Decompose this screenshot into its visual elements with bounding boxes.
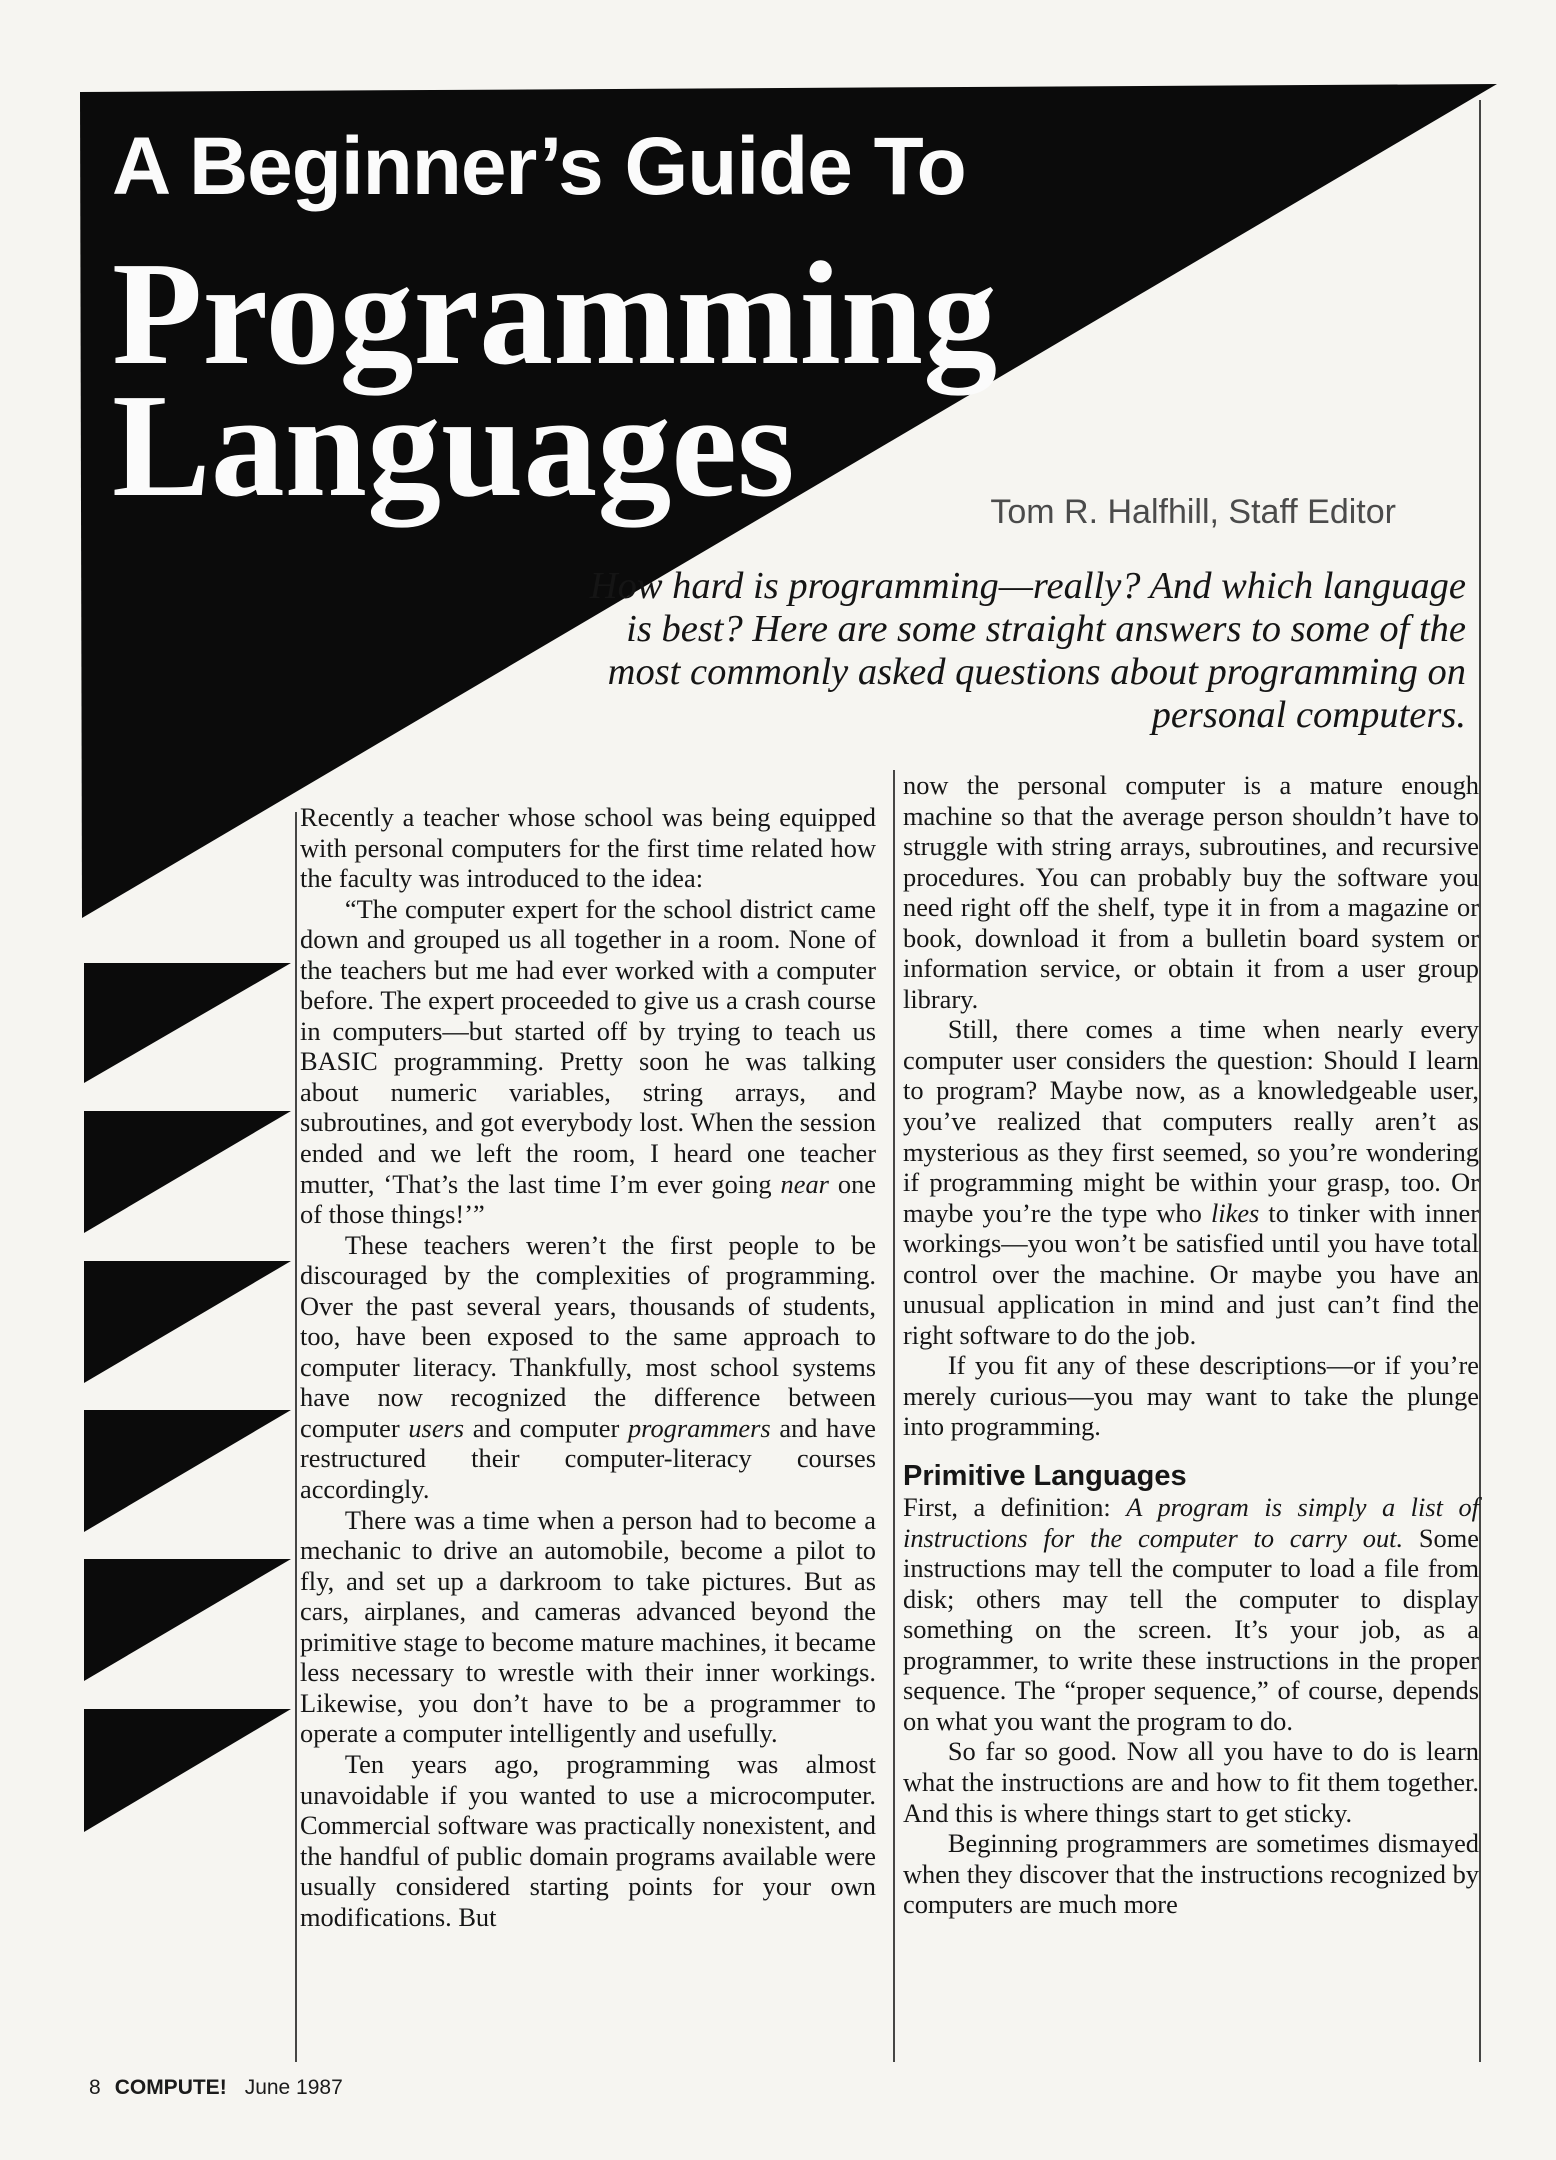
paragraph: Recently a teacher whose school was being equipped with personal computers for the first time related how the faculty was introduced to the idea: bbox=[300, 802, 876, 894]
title-line-programming: Programming bbox=[112, 232, 998, 396]
page-number: 8 bbox=[89, 2076, 101, 2099]
page-footer bbox=[89, 2076, 343, 2100]
side-wedge-1 bbox=[84, 963, 291, 1083]
side-wedge-2 bbox=[84, 1111, 291, 1233]
paragraph: “The computer expert for the school district came down and grouped us all together in a room. None of the teachers but me had ever worked with a computer before. The expert proceeded to give us a crash course in computers—but started off by trying to teach us BASIC programming. Pretty soon he was talking about numeric variables, string arrays, and subroutines, and got everybody lost. When the session ended and we left the room, I heard one teacher mutter, ‘That’s the last time I’m ever going near one of those things!’” bbox=[300, 893, 877, 1230]
paragraph: These teachers weren’t the first people to be discouraged by the complexities of programming. Over the past several years, thousands of students, too, have been exposed to the same approach to computer literacy. Thankfully, most school systems have now recognized the difference between computer users and computer programmers and have restructured their computer-literacy courses accordingly. bbox=[300, 1229, 876, 1505]
paragraph: Still, there comes a time when nearly every computer user considers the question: Should I learn to program? Maybe now, as a knowledgeable user, you’ve realized that computers really aren’t as mysterious as they first seemed, so you’re wondering if programming might be within your grasp, too. Or maybe you’re the type who likes to tinker with inner workings—you won’t be satisfied until you have total control over the machine. Or maybe you have an unusual application in mind and just can’t find the right software to do the job. bbox=[903, 1014, 1479, 1350]
author-byline: Tom R. Halfhill, Staff Editor bbox=[990, 493, 1396, 531]
side-wedge-6 bbox=[84, 1709, 291, 1832]
issue-date: June 1987 bbox=[244, 2076, 343, 2099]
article-column-left bbox=[300, 802, 876, 1932]
magazine-name: COMPUTE! bbox=[114, 2076, 227, 2099]
paragraph: Beginning programmers are sometimes dismayed when they discover that the instructions recognized by computers are much more bbox=[903, 1828, 1479, 1920]
paragraph: now the personal computer is a mature enough machine so that the average person shouldn’t have to struggle with string arrays, subroutines, and recursive procedures. You can probably buy the software you need right off the shelf, type it in from a magazine or book, download it from a bulletin board system or information service, or obtain it from a user group library. bbox=[903, 770, 1479, 1014]
side-wedge-3 bbox=[84, 1261, 291, 1383]
paragraph: First, a definition: A program is simply a list of instructions for the computer to carry out. Some instructions may tell the computer to load a file from disk; others may tell the computer to display something on the screen. It’s your job, as a programmer, to write these instructions in the proper sequence. The “proper sequence,” of course, depends on what you want the program to do. bbox=[903, 1492, 1480, 1736]
paragraph: If you fit any of these descriptions—or if you’re merely curious—you may want to take the plunge into programming. bbox=[903, 1350, 1479, 1442]
title-line-languages: Languages bbox=[112, 364, 795, 528]
article-column-right bbox=[903, 770, 1479, 1920]
side-wedge-4 bbox=[84, 1410, 291, 1532]
paragraph: There was a time when a person had to become a mechanic to drive an automobile, become a pilot to fly, and set up a darkroom to take pictures. But as cars, airplanes, and cameras advanced beyond the primitive stage to become mature machines, it became less necessary to wrestle with their inner workings. Likewise, you don’t have to be a programmer to operate a computer intelligently and usefully. bbox=[300, 1504, 876, 1749]
paragraph: Ten years ago, programming was almost unavoidable if you wanted to use a microcomputer. Commercial software was practically nonexistent, and the handful of public domain programs available were usually considered starting points for your own modifications. But bbox=[300, 1748, 876, 1932]
title-kicker: A Beginner’s Guide To bbox=[112, 121, 966, 212]
paragraph: So far so good. Now all you have to do is learn what the instructions are and how to fit them together. And this is where things start to get sticky. bbox=[903, 1736, 1479, 1828]
section-heading: Primitive Languages bbox=[903, 1460, 1187, 1493]
side-wedge-5 bbox=[84, 1559, 291, 1681]
article-deck: How hard is programming—really? And which language is best? Here are some straight answers to some of the most commonly asked questions about programming on personal computers. bbox=[589, 565, 1466, 736]
